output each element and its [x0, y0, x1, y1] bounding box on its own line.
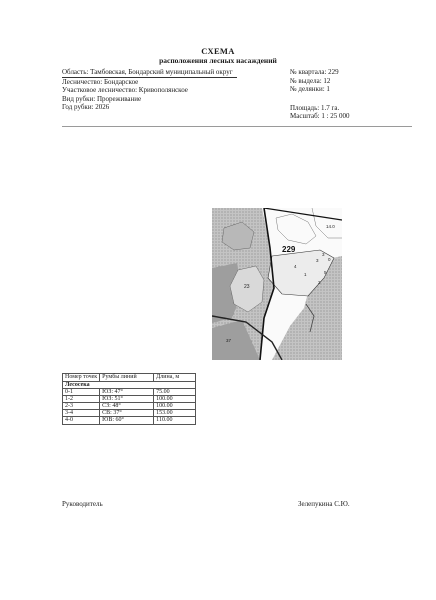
forestry-field: Лесничество: Бондарское — [62, 77, 139, 86]
forest-plot-map — [212, 208, 342, 360]
col-bearing-header: Румбы линий — [100, 374, 154, 382]
map-label-6: 2 — [318, 280, 321, 285]
bearing-cell: ЮВ: 60° — [100, 417, 154, 424]
map-label-9: 23 — [244, 284, 250, 290]
bearing-cell: ЮЗ: 47° — [100, 388, 154, 395]
bearings-table — [62, 373, 196, 425]
table-row — [63, 417, 196, 424]
meta-left-block — [62, 68, 237, 112]
document-title: СХЕМА — [201, 46, 235, 56]
table-row — [63, 395, 196, 402]
map-label-4: 0 — [328, 257, 331, 262]
table-row — [63, 403, 196, 410]
length-cell: 153.00 — [154, 410, 196, 417]
section-field: № выдела: 12 — [290, 76, 331, 85]
felling-type-field: Вид рубки: Прореживание — [62, 94, 142, 103]
felling-year-field: Год рубки: 2026 — [62, 103, 110, 112]
bearing-cell: СЗ: 48° — [100, 403, 154, 410]
table-row — [63, 410, 196, 417]
quarter-field: № квартала: 229 — [290, 68, 339, 76]
map-label-10: 37 — [226, 338, 232, 343]
bearing-cell: ЮЗ: 51° — [100, 395, 154, 402]
header-divider — [62, 126, 412, 127]
length-cell: 75.00 — [154, 388, 196, 395]
table-section-row — [63, 381, 196, 388]
points-cell: 3-4 — [63, 410, 100, 417]
table-header-row — [63, 374, 196, 382]
points-cell: 2-3 — [63, 403, 100, 410]
points-cell: 0-1 — [63, 388, 100, 395]
head-name: Зелепукина С.Ю. — [298, 500, 350, 508]
col-length-header: Длина, м — [154, 374, 196, 382]
bearing-cell: СВ: 37° — [100, 410, 154, 417]
map-label-1: 14.0 — [326, 224, 335, 229]
head-label: Руководитель — [62, 500, 103, 508]
document-subtitle: расположения лесных насаждений — [159, 56, 277, 65]
map-label-3: 3 — [316, 258, 319, 263]
table-row — [63, 388, 196, 395]
length-cell: 100.00 — [154, 395, 196, 402]
plot-field: № делянки: 1 — [290, 85, 330, 94]
area-field: Площадь: 1.7 га. — [290, 103, 340, 112]
district-forestry-field: Участковое лесничество: Кривополянское — [62, 86, 188, 95]
length-cell: 110.00 — [154, 417, 196, 424]
col-points-header: Номер точек — [63, 374, 100, 382]
map-label-7: 4 — [294, 264, 297, 269]
meta-right-block — [290, 68, 350, 121]
map-label-8: 1 — [304, 272, 307, 277]
scale-field: Масштаб: 1 : 25 000 — [290, 112, 350, 121]
quarter-number-label: 229 — [282, 245, 296, 254]
map-label-5: 5 — [324, 270, 327, 275]
length-cell: 100.00 — [154, 403, 196, 410]
region-field: Область: Тамбовская, Бондарский муниципальный округ — [62, 68, 237, 78]
points-cell: 4-0 — [63, 417, 100, 424]
points-cell: 1-2 — [63, 395, 100, 402]
map-label-2: 3 — [322, 252, 325, 257]
section-label: Лесосека — [63, 381, 196, 388]
